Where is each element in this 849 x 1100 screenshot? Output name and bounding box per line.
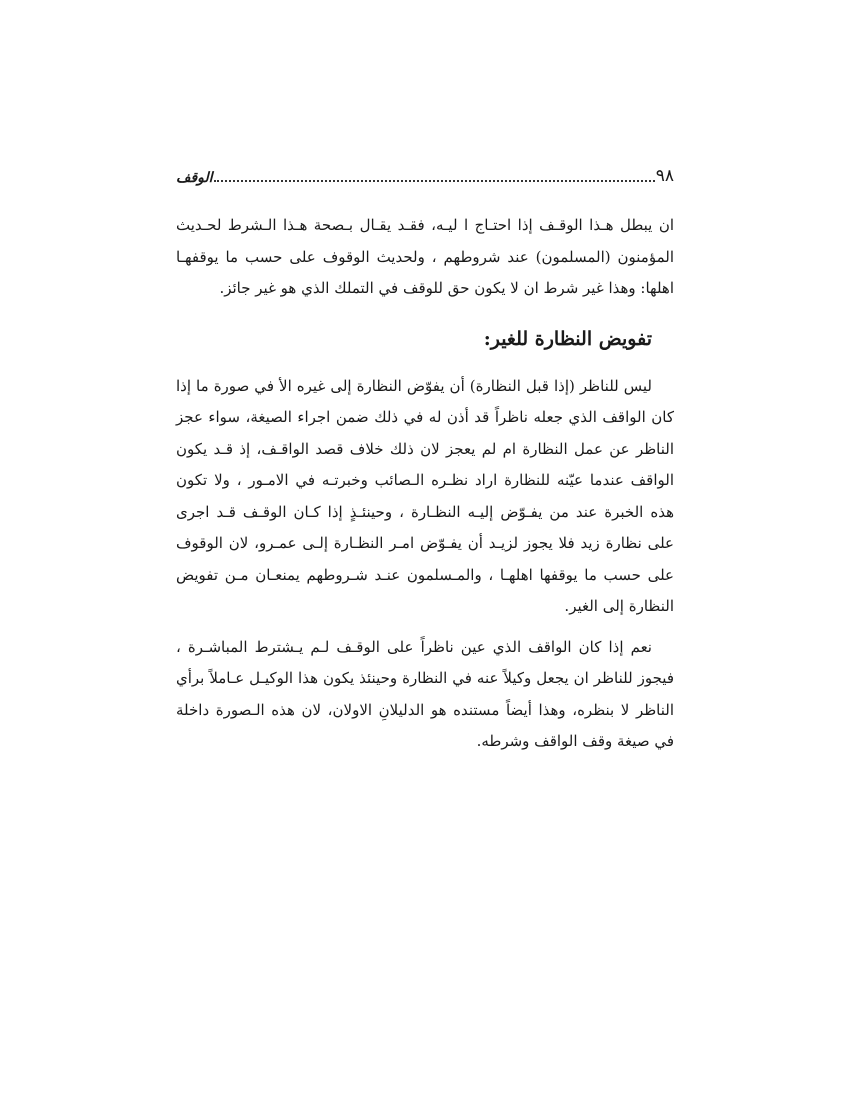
header-dot-leader <box>214 180 655 182</box>
paragraph-delegation-rule: ليس للناظر (إذا قبل النظارة) أن يفوّض النظارة إلى غيره الأ في صورة ما إذا كان الواقف الذي جعله ناظراً قد أذن له في ذلك ضمن اجراء الصيغة، سواء عجز الناظر عن عمل النظارة ام لم يعجز لان ذلك خلاف قصد الواقـف، إذ قـد يكون الواقف عندما عيّنه للنظارة اراد نظـره الـصائب وخبرتـه في الامـور ، ولا تكون هذه الخبرة عند من يفـوّض إليـه النظـارة ، وحينئـذٍ إذا كـان الوقـف قـد اجرى على نظارة زيد فلا يجوز لزيـد أن يفـوّض امـر النظـارة إلـى عمـرو، لان الوقوف على حسب ما يوقفها اهلهـا ، والمـسلمون عنـد شـروطهم يمنعـان مـن تفويض النظارة إلى الغير. <box>176 376 674 615</box>
page-number: ٩٨ <box>655 166 674 186</box>
section-heading: تفويض النظارة للغير: <box>483 327 652 350</box>
paragraph-gap <box>176 623 674 632</box>
running-header <box>176 157 674 185</box>
paragraph-continuation: ان يبطل هـذا الوقـف إذا احتـاج ا ليـه، فقـد يقـال بـصحة هـذا الـشرط لحـديث المؤمنون (المسلمون) عند شروطهم ، ولحديث الوقوف على حسب ما يوقفهـا اهلها: وهذا غير شرط ان لا يكون حق للوقف في التملك الذي هو غير جائز. <box>176 216 674 297</box>
chapter-title: الوقف <box>176 170 213 186</box>
body-text <box>176 210 674 758</box>
paragraph-agent-exception: نعم إذا كان الواقف الذي عين ناظراً على الوقـف لـم يـشترط المباشـرة ، فيجوز للناظر ان يجعل وكيلاً عنه في النظارة وحينئذ يكون هذا الوكيـل عـاملاً برأي الناظر لا بنظره، وهذا أيضاً مستنده هو الدليلانِ الاولان، لان هذه الـصورة داخلة في صيغة وقف الواقف وشرطه. <box>176 637 674 750</box>
